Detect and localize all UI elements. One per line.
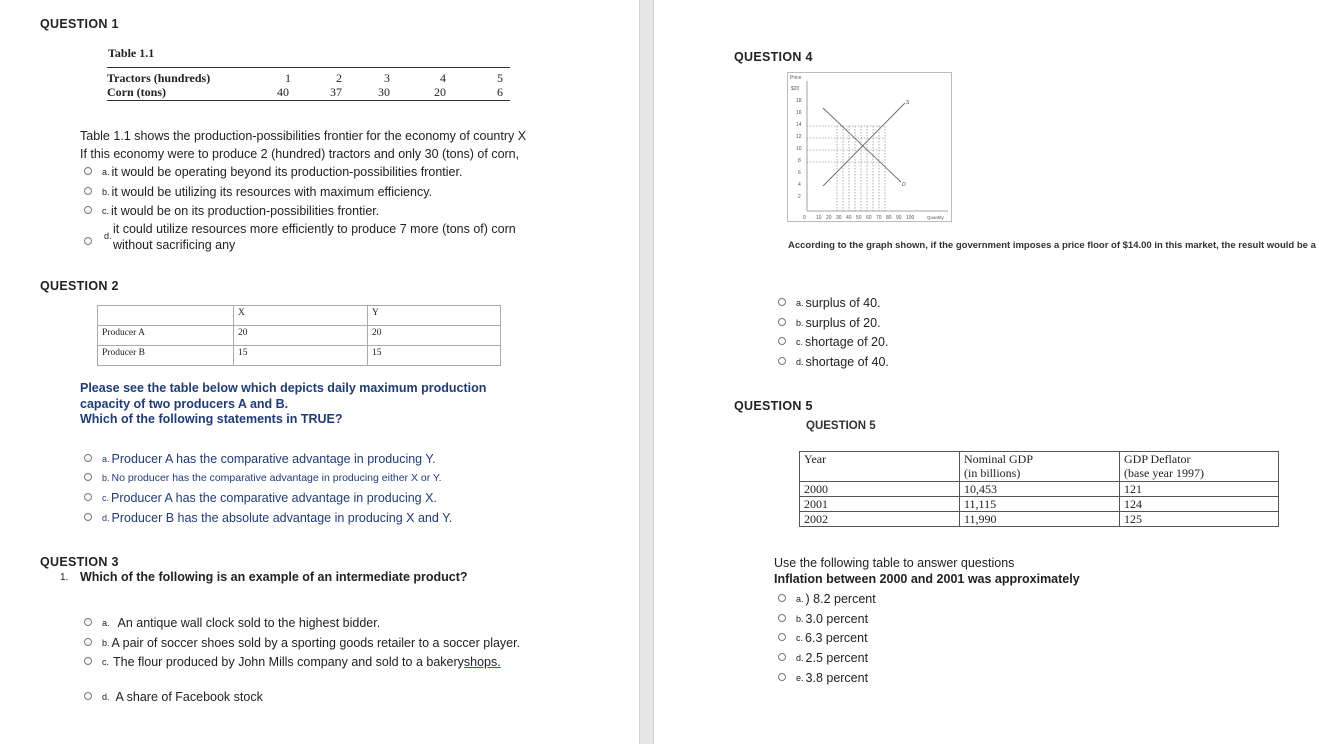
q5-option-d[interactable] (778, 651, 868, 665)
x-tick: 90 (896, 215, 902, 221)
q3-option-b[interactable] (84, 636, 520, 650)
radio-icon[interactable] (84, 454, 92, 462)
y-tick: 4 (798, 182, 801, 188)
option-letter: b. (796, 318, 804, 328)
q5-intro: Use the following table to answer questions (774, 556, 1015, 570)
option-letter: c. (102, 206, 110, 216)
y-tick: 6 (798, 170, 801, 176)
option-letter: b. (102, 473, 110, 483)
option-letter: d. (102, 513, 110, 523)
q2-cell: 20 (368, 326, 501, 346)
q5-cell-year: 2002 (800, 512, 960, 527)
guide-lines (807, 126, 885, 211)
option-text: it would be utilizing its resources with maximum efficiency. (111, 185, 433, 199)
q2-option-d[interactable] (84, 511, 452, 525)
option-letter: b. (796, 614, 804, 624)
option-text: 3.8 percent (805, 671, 869, 685)
x-tick: 60 (866, 215, 872, 221)
q5-col-deflator (1120, 452, 1279, 482)
q1-table (107, 67, 510, 101)
y-tick: 12 (796, 134, 802, 140)
y-tick: 2 (798, 194, 801, 200)
q5-gdp-table (799, 451, 1279, 527)
option-text: Producer B has the absolute advantage in producing X and Y. (111, 511, 453, 525)
option-text: it would be on its production-possibilities frontier. (111, 204, 380, 218)
q5-option-e[interactable] (778, 671, 868, 685)
q5-col-gdp (960, 452, 1120, 482)
y-tick: 10 (796, 146, 802, 152)
supply-label: S (906, 100, 910, 106)
radio-icon[interactable] (778, 673, 786, 681)
radio-icon[interactable] (778, 614, 786, 622)
supply-demand-chart (788, 73, 953, 223)
q3-option-a[interactable] (84, 616, 380, 630)
q5-cell-gdp: 11,115 (960, 497, 1120, 512)
y-axis-title: Price (790, 75, 802, 81)
radio-icon[interactable] (778, 653, 786, 661)
q2-option-c[interactable] (84, 491, 437, 505)
q2-option-a[interactable] (84, 452, 436, 466)
q1-corn-cell: 6 (497, 85, 503, 99)
q1-tractor-cell: 2 (336, 71, 342, 85)
q4-option-c[interactable] (778, 335, 888, 349)
option-letter: e. (796, 673, 804, 683)
option-text: surplus of 20. (805, 316, 881, 330)
q2-prompt-line2: capacity of two producers A and B. (80, 397, 289, 411)
radio-icon[interactable] (84, 473, 92, 481)
option-text: No producer has the comparative advantage in producing either X or Y. (111, 472, 442, 484)
q1-option-a[interactable] (84, 165, 462, 179)
q5-cell-deflator: 124 (1120, 497, 1279, 512)
q2-row-name: Producer A (98, 326, 234, 346)
option-text: surplus of 40. (805, 296, 881, 310)
option-letter: c. (796, 337, 804, 347)
q5-col-gdp-line2: (in billions) (964, 466, 1021, 480)
q1-table-title: Table 1.1 (108, 46, 155, 60)
q5-option-c[interactable] (778, 631, 868, 645)
q5-option-a[interactable] (778, 592, 876, 606)
radio-icon[interactable] (84, 187, 92, 195)
option-text: 2.5 percent (805, 651, 869, 665)
y-tick: $20 (791, 86, 800, 92)
y-tick: 14 (796, 122, 802, 128)
radio-icon[interactable] (778, 337, 786, 345)
option-letter: a. (102, 167, 110, 177)
option-letter: a. (102, 454, 110, 464)
q2-heading: QUESTION 2 (40, 279, 119, 293)
q4-option-d[interactable] (778, 355, 889, 369)
q1-tractor-cell: 3 (384, 71, 390, 85)
radio-icon[interactable] (778, 633, 786, 641)
radio-icon[interactable] (84, 206, 92, 214)
option-text: An antique wall clock sold to the highest bidder. (117, 616, 381, 630)
q5-subheading: QUESTION 5 (806, 420, 876, 432)
q2-option-b[interactable] (84, 472, 442, 484)
option-letter: c. (796, 633, 804, 643)
q4-heading: QUESTION 4 (734, 50, 813, 64)
option-text: it would be operating beyond its production-possibilities frontier. (111, 165, 463, 179)
option-text: A share of Facebook stock (115, 690, 263, 704)
radio-icon[interactable] (84, 513, 92, 521)
x-tick: 80 (886, 215, 892, 221)
q5-option-b[interactable] (778, 612, 868, 626)
option-letter: d. (102, 692, 110, 702)
x-tick: 40 (846, 215, 852, 221)
q3-prompt: Which of the following is an example of an intermediate product? (80, 570, 468, 584)
q1-heading: QUESTION 1 (40, 17, 119, 31)
q5-cell-year: 2001 (800, 497, 960, 512)
q1-option-d[interactable] (84, 222, 564, 254)
pane-divider[interactable] (639, 0, 654, 744)
option-text: ) 8.2 percent (805, 592, 876, 606)
q1-prompt-line1: Table 1.1 shows the production-possibilities frontier for the economy of country X (80, 129, 527, 143)
q5-cell-gdp: 10,453 (960, 482, 1120, 497)
radio-icon[interactable] (84, 657, 92, 665)
q5-prompt: Inflation between 2000 and 2001 was approximately (774, 572, 1080, 586)
q3-option-d[interactable] (84, 690, 263, 704)
option-text: shortage of 40. (805, 355, 889, 369)
q2-prompt-line1: Please see the table below which depicts daily maximum production (80, 381, 487, 395)
x-tick: 30 (836, 215, 842, 221)
q1-tractor-cell: 5 (497, 71, 503, 85)
option-text: The flour produced by John Mills company and sold to a bakery (113, 655, 464, 669)
q5-cell-gdp: 11,990 (960, 512, 1120, 527)
option-text: Producer A has the comparative advantage in producing Y. (111, 452, 436, 466)
option-letter: c. (102, 657, 110, 667)
option-link-text: shops. (463, 655, 501, 669)
q2-col-x: X (234, 306, 368, 326)
q4-option-b[interactable] (778, 316, 881, 330)
q4-prompt: According to the graph shown, if the government imposes a price floor of $14.00 in this market, the result would be a (788, 240, 1316, 251)
q5-col-deflator-line1: GDP Deflator (1124, 452, 1191, 466)
option-letter: d. (104, 231, 112, 241)
radio-icon[interactable] (84, 638, 92, 646)
q2-prompt-line3: Which of the following statements in TRUE? (80, 412, 343, 426)
y-tick: 8 (798, 158, 801, 164)
option-text: 6.3 percent (805, 631, 868, 645)
radio-icon[interactable] (84, 237, 92, 245)
q2-col-y: Y (368, 306, 501, 326)
q3-number: 1. (60, 572, 69, 583)
x-tick: 50 (856, 215, 862, 221)
radio-icon[interactable] (778, 594, 786, 602)
option-text-cont: without sacrificing any (113, 238, 236, 252)
q1-option-b[interactable] (84, 185, 432, 199)
y-tick: 16 (796, 110, 802, 116)
radio-icon[interactable] (778, 298, 786, 306)
q3-option-c[interactable] (84, 655, 501, 669)
option-text: A pair of soccer shoes sold by a sporting goods retailer to a soccer player. (111, 636, 521, 650)
q5-col-deflator-line2: (base year 1997) (1124, 466, 1204, 480)
option-letter: b. (102, 187, 110, 197)
radio-icon[interactable] (778, 357, 786, 365)
q1-tractor-cell: 1 (285, 71, 291, 85)
q1-row2-label: Corn (tons) (107, 85, 166, 99)
y-tick: 18 (796, 98, 802, 104)
q4-option-a[interactable] (778, 296, 881, 310)
q2-row-name: Producer B (98, 346, 234, 366)
q5-cell-year: 2000 (800, 482, 960, 497)
option-text: shortage of 20. (805, 335, 889, 349)
radio-icon[interactable] (84, 618, 92, 626)
option-letter: a. (796, 594, 804, 604)
option-text: Producer A has the comparative advantage in producing X. (111, 491, 437, 505)
option-text: it could utilize resources more efficiently to produce 7 more (tons of) corn (113, 222, 516, 236)
x-tick: 0 (803, 215, 806, 221)
radio-icon[interactable] (84, 692, 92, 700)
option-letter: a. (796, 298, 804, 308)
q2-cell: 20 (234, 326, 368, 346)
q2-cell: 15 (368, 346, 501, 366)
q1-option-c[interactable] (84, 204, 379, 218)
q5-col-gdp-line1: Nominal GDP (964, 452, 1033, 466)
q2-cell: 15 (234, 346, 368, 366)
q1-corn-cell: 37 (330, 85, 342, 99)
option-letter: d. (796, 357, 804, 367)
demand-label: D (902, 182, 906, 188)
q1-corn-cell: 20 (434, 85, 446, 99)
option-letter: c. (102, 493, 110, 503)
option-letter: a. (102, 618, 110, 628)
x-tick: 10 (816, 215, 822, 221)
radio-icon[interactable] (778, 318, 786, 326)
option-letter: d. (796, 653, 804, 663)
x-tick: 70 (876, 215, 882, 221)
q4-graph (787, 72, 952, 222)
q5-cell-deflator: 125 (1120, 512, 1279, 527)
q1-row1-label: Tractors (hundreds) (107, 71, 211, 85)
q3-heading: QUESTION 3 (40, 555, 119, 569)
x-axis-title: Quantity (927, 215, 944, 220)
q1-tractor-cell: 4 (440, 71, 446, 85)
q5-col-year: Year (800, 452, 960, 482)
option-text: 3.0 percent (805, 612, 869, 626)
radio-icon[interactable] (84, 493, 92, 501)
q1-prompt-line2: If this economy were to produce 2 (hundred) tractors and only 30 (tons) of corn, (80, 147, 520, 161)
q1-corn-cell: 40 (277, 85, 289, 99)
q1-corn-cell: 30 (378, 85, 390, 99)
q2-table (97, 305, 501, 366)
q5-cell-deflator: 121 (1120, 482, 1279, 497)
radio-icon[interactable] (84, 167, 92, 175)
q5-heading: QUESTION 5 (734, 399, 813, 413)
x-tick: 20 (826, 215, 832, 221)
x-tick: 100 (906, 215, 915, 221)
option-letter: b. (102, 638, 110, 648)
